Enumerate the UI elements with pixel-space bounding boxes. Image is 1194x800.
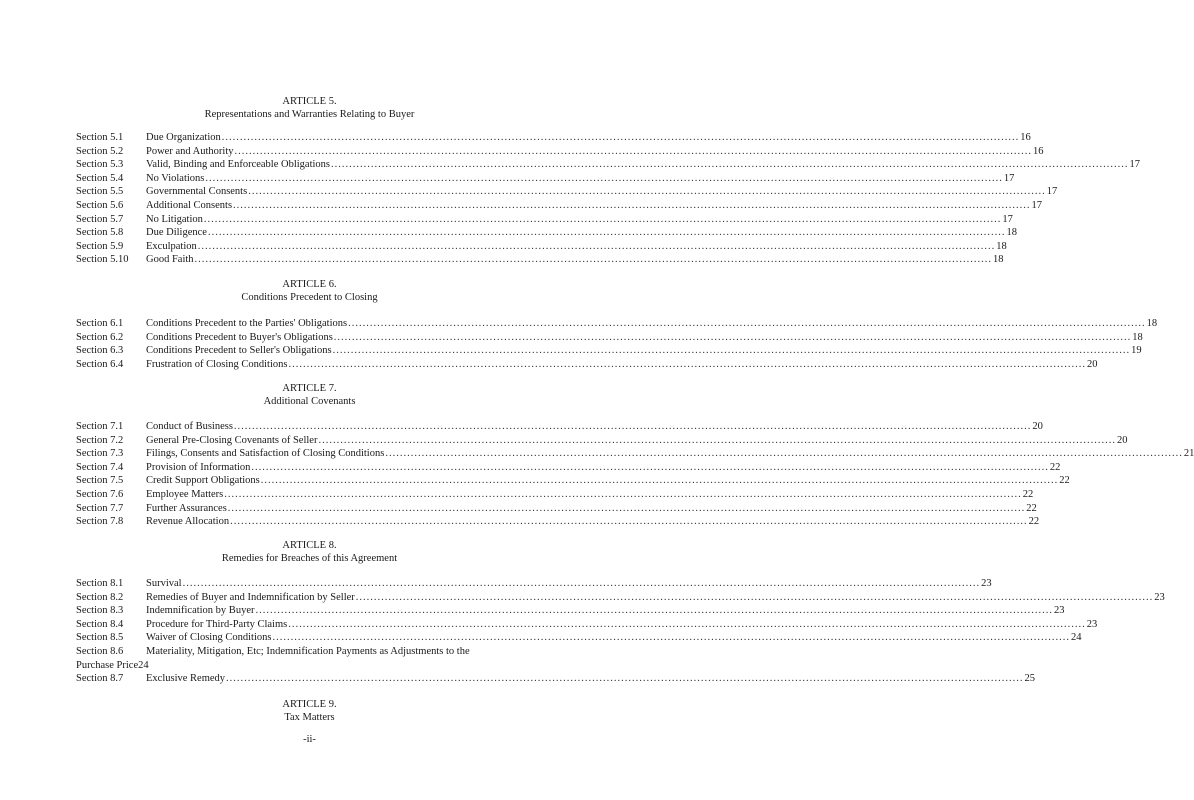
section-title: Waiver of Closing Conditions — [146, 632, 272, 644]
section-title: Revenue Allocation — [146, 516, 230, 528]
dot-leader: ............................................................................................................................................................................................................................ — [197, 240, 996, 252]
article-heading: ARTICLE 8. — [282, 540, 337, 551]
dot-leader: ............................................................................................................................................................................................................................ — [227, 502, 1026, 514]
dot-leader: ............................................................................................................................................................................................................................ — [288, 358, 1086, 370]
section-title: No Litigation — [146, 213, 203, 225]
toc-entry[interactable] — [76, 645, 528, 672]
toc-entry[interactable] — [76, 591, 1165, 605]
section-title: Credit Support Obligations — [146, 475, 260, 487]
article-6-entries — [76, 317, 1158, 371]
section-number: Section 6.3 — [76, 345, 124, 357]
dot-leader: ............................................................................................................................................................................................................................ — [385, 448, 1183, 460]
section-title: Procedure for Third-Party Claims — [146, 618, 288, 630]
article-heading: ARTICLE 7. — [282, 383, 337, 394]
section-title: Exclusive Remedy — [146, 672, 226, 684]
page-number: 23 — [1053, 605, 1065, 617]
section-title: Valid, Binding and Enforceable Obligations — [146, 159, 331, 171]
toc-entry[interactable] — [76, 253, 1004, 267]
toc-entry[interactable] — [76, 131, 1031, 145]
page-number: 17 — [1003, 172, 1015, 184]
dot-leader: ............................................................................................................................................................................................................................ — [251, 461, 1049, 473]
section-number: Section 7.1 — [76, 421, 124, 432]
article-subtitle: Representations and Warranties Relating to Buyer — [204, 109, 415, 120]
page-number: 23 — [1154, 591, 1165, 603]
dot-leader: ............................................................................................................................................................................................................................ — [234, 145, 1032, 157]
section-title: Due Diligence — [146, 227, 207, 239]
article-7-entries — [76, 420, 1194, 529]
dot-leader: ............................................................................................................................................................................................................................ — [233, 199, 1031, 211]
section-number: Section 7.8 — [76, 516, 124, 528]
page-number: 19 — [1131, 345, 1142, 357]
article-7-header — [0, 382, 619, 408]
section-title: Conditions Precedent to Seller's Obligations — [146, 345, 332, 357]
toc-entry[interactable] — [76, 158, 1141, 172]
dot-leader: ............................................................................................................................................................................................................................ — [332, 345, 1131, 357]
page-number: 22 — [1028, 516, 1040, 528]
toc-entry[interactable] — [76, 515, 1040, 529]
toc-entry[interactable] — [76, 213, 1013, 227]
section-title: Conduct of Business — [146, 421, 233, 432]
section-title: Conditions Precedent to Buyer's Obligations — [146, 331, 333, 343]
toc-entry[interactable] — [76, 226, 1017, 240]
section-title: No Violations — [146, 172, 205, 184]
page-number: 16 — [1033, 145, 1044, 157]
section-number: Section 7.2 — [76, 434, 124, 446]
dot-leader: ............................................................................................................................................................................................................................ — [260, 475, 1059, 487]
dot-leader: ............................................................................................................................................................................................................................ — [226, 672, 1024, 684]
article-5-header — [0, 95, 619, 121]
dot-leader: ............................................................................................................................................................................................................................ — [207, 227, 1006, 239]
page-number: 18 — [1146, 318, 1158, 329]
toc-entry[interactable] — [76, 344, 1142, 358]
toc-entry[interactable] — [76, 618, 1098, 632]
page-number: 18 — [1132, 331, 1143, 343]
toc-entry[interactable] — [76, 331, 1143, 345]
section-title: Remedies of Buyer and Indemnification by Seller — [146, 591, 355, 603]
dot-leader: ............................................................................................................................................................................................................................ — [233, 421, 1032, 432]
section-title-continuation: Purchase Price — [76, 659, 139, 671]
page-number: 20 — [1086, 358, 1098, 370]
section-title: Due Organization — [146, 132, 221, 143]
section-title: Employee Matters — [146, 488, 224, 500]
page-number: 23 — [981, 578, 992, 589]
page-number: 18 — [993, 254, 1004, 266]
section-number: Section 5.8 — [76, 227, 124, 239]
section-title: General Pre-Closing Covenants of Seller — [146, 434, 318, 446]
page-number: 18 — [1006, 227, 1017, 239]
toc-entry[interactable] — [76, 358, 1098, 372]
page-number: 20 — [1116, 434, 1128, 446]
dot-leader: ............................................................................................................................................................................................................................ — [288, 618, 1086, 630]
article-6-header — [0, 278, 619, 304]
section-number: Section 6.2 — [76, 331, 124, 343]
dot-leader: ............................................................................................................................................................................................................................ — [221, 132, 1020, 143]
dot-leader: ............................................................................................................................................................................................................................ — [318, 434, 1116, 446]
section-number: Section 8.6 — [76, 645, 124, 657]
section-title: Exculpation — [146, 240, 197, 252]
section-title: Power and Authority — [146, 145, 234, 157]
section-number: Section 5.3 — [76, 159, 124, 171]
section-number: Section 5.1 — [76, 132, 124, 143]
section-number: Section 8.1 — [76, 578, 124, 589]
section-number: Section 5.7 — [76, 213, 124, 225]
section-number: Section 8.7 — [76, 672, 124, 684]
section-number: Section 5.6 — [76, 199, 124, 211]
toc-entry[interactable] — [76, 577, 992, 591]
article-5-entries — [76, 131, 1141, 267]
article-8-header — [0, 539, 619, 565]
toc-entry[interactable] — [76, 317, 1158, 331]
dot-leader: ............................................................................................................................................................................................................................ — [333, 331, 1132, 343]
dot-leader: ............................................................................................................................................................................................................................ — [230, 516, 1028, 528]
section-number: Section 7.6 — [76, 488, 124, 500]
section-number: Section 5.2 — [76, 145, 124, 157]
section-number: Section 6.4 — [76, 358, 124, 370]
dot-leader: ............................................................................................................................................................................................................................ — [331, 159, 1129, 171]
section-title: Provision of Information — [146, 461, 251, 473]
section-number: Section 5.10 — [76, 254, 129, 266]
page-number: 20 — [1032, 421, 1043, 432]
dot-leader: ............................................................................................................................................................................................................................ — [203, 213, 1002, 225]
page-number: 22 — [1022, 488, 1034, 500]
section-number: Section 5.5 — [76, 186, 124, 198]
section-number: Section 5.4 — [76, 172, 124, 184]
section-title: Materiality, Mitigation, Etc; Indemnification Payments as Adjustments to the — [146, 645, 470, 657]
section-number: Section 5.9 — [76, 240, 124, 252]
toc-entry[interactable] — [76, 172, 1015, 186]
section-number: Section 6.1 — [76, 318, 124, 329]
dot-leader: ............................................................................................................................................................................................................................ — [272, 632, 1070, 644]
toc-entry[interactable] — [76, 631, 1082, 645]
page-footer-number: -ii- — [303, 734, 316, 745]
page-number: 17 — [1129, 159, 1141, 171]
page-number: 23 — [1086, 618, 1098, 630]
page-number: 17 — [1002, 213, 1013, 225]
toc-entry[interactable] — [76, 488, 1034, 502]
section-title: Governmental Consents — [146, 186, 248, 198]
page-number: 24 — [1070, 632, 1082, 644]
article-subtitle: Remedies for Breaches of this Agreement — [221, 553, 398, 564]
page-number: 18 — [996, 240, 1007, 252]
section-title: Additional Consents — [146, 199, 233, 211]
dot-leader: ............................................................................................................................................................................................................................ — [224, 488, 1022, 500]
article-9-header — [0, 698, 619, 724]
page-number: 22 — [1059, 475, 1070, 487]
section-number: Section 8.5 — [76, 632, 124, 644]
toc-entry[interactable] — [76, 447, 1194, 461]
article-subtitle: Additional Covenants — [263, 396, 356, 407]
dot-leader: ............................................................................................................................................................................................................................ — [205, 172, 1003, 184]
toc-entry[interactable] — [76, 461, 1061, 475]
toc-entry[interactable] — [76, 185, 1058, 199]
dot-leader: ............................................................................................................................................................................................................................ — [355, 591, 1154, 603]
page-number: 17 — [1031, 199, 1043, 211]
dot-leader: ............................................................................................................................................................................................................................ — [255, 605, 1053, 617]
section-number: Section 8.4 — [76, 618, 124, 630]
toc-entry[interactable] — [76, 474, 1070, 488]
page-number: 24 — [138, 659, 149, 671]
section-title: Good Faith — [146, 254, 194, 266]
article-heading: ARTICLE 6. — [282, 279, 337, 290]
toc-entry[interactable] — [76, 145, 1044, 159]
page-number: 22 — [1026, 502, 1037, 514]
section-number: Section 8.2 — [76, 591, 124, 603]
article-heading: ARTICLE 5. — [282, 96, 337, 107]
toc-entry[interactable] — [76, 434, 1128, 448]
article-subtitle: Conditions Precedent to Closing — [241, 292, 378, 303]
section-title: Conditions Precedent to the Parties' Obligations — [146, 318, 348, 329]
section-title: Filings, Consents and Satisfaction of Closing Conditions — [146, 448, 385, 460]
toc-entry[interactable] — [76, 502, 1037, 516]
dot-leader: ............................................................................................................................................................................................................................ — [194, 254, 993, 266]
toc-entry[interactable] — [76, 420, 1043, 434]
section-title: Further Assurances — [146, 502, 227, 514]
article-subtitle: Tax Matters — [284, 712, 335, 723]
toc-entry[interactable] — [76, 672, 1036, 686]
section-title: Frustration of Closing Conditions — [146, 358, 288, 370]
toc-entry[interactable] — [76, 240, 1007, 254]
page-number: 21 — [1183, 448, 1194, 460]
page-number: 17 — [1046, 186, 1058, 198]
page-number: 25 — [1024, 672, 1036, 684]
section-number: Section 8.3 — [76, 605, 124, 617]
article-heading: ARTICLE 9. — [282, 699, 337, 710]
section-number: Section 7.3 — [76, 448, 124, 460]
section-number: Section 7.7 — [76, 502, 124, 514]
page-number: 16 — [1020, 132, 1031, 143]
article-8-entries — [76, 577, 1165, 686]
section-title: Survival — [146, 578, 182, 589]
page-number: 22 — [1049, 461, 1061, 473]
dot-leader: ............................................................................................................................................................................................................................ — [182, 578, 981, 589]
dot-leader: ............................................................................................................................................................................................................................ — [348, 318, 1146, 329]
dot-leader: ............................................................................................................................................................................................................................ — [248, 186, 1046, 198]
section-number: Section 7.4 — [76, 461, 124, 473]
section-number: Section 7.5 — [76, 475, 124, 487]
section-title: Indemnification by Buyer — [146, 605, 255, 617]
toc-entry[interactable] — [76, 604, 1065, 618]
toc-entry[interactable] — [76, 199, 1043, 213]
